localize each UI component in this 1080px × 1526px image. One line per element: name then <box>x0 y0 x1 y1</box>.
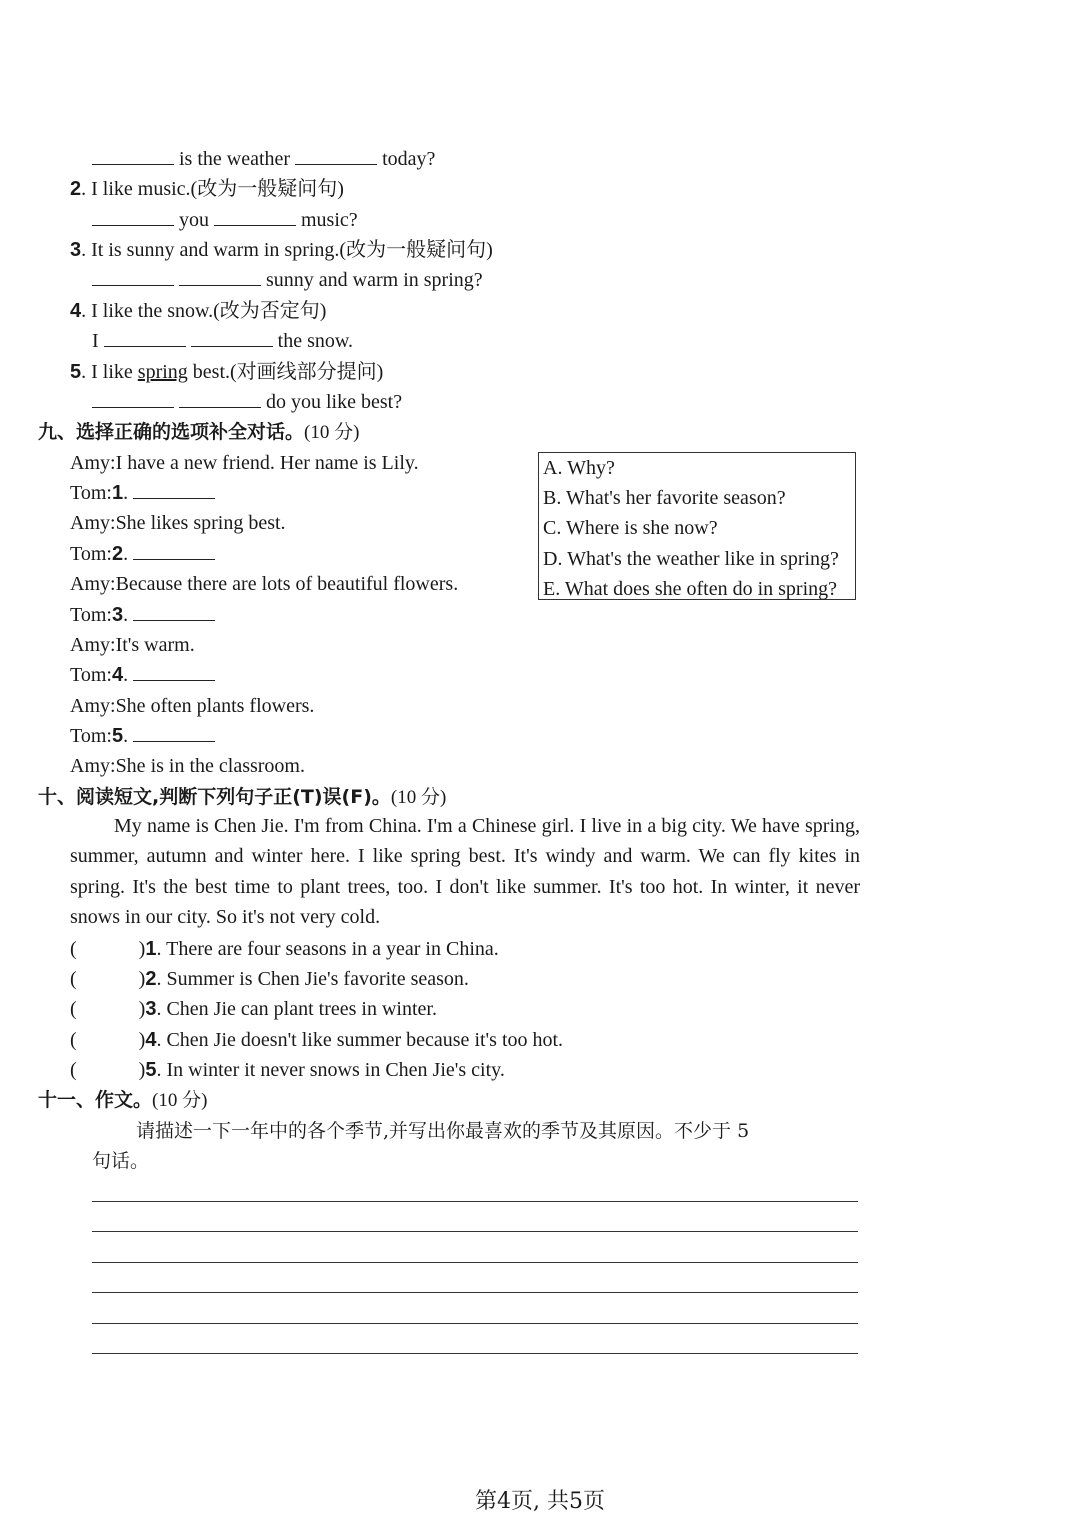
question-2: 2. I like music.(改为一般疑问句) <box>70 178 344 200</box>
writing-line[interactable] <box>92 1323 858 1324</box>
composition-prompt: 请描述一下一年中的各个季节,并写出你最喜欢的季节及其原因。不少于 5 <box>136 1120 750 1142</box>
option-c: C. Where is she now? <box>543 517 718 539</box>
reading-passage: My name is Chen Jie. I'm from China. I'm a Chinese girl. I live in a big city. We have spring, summer, autumn and winter here. I like spring best. It's windy and warm. We can fly kites in spring. It's the best time to plant trees, too. I don't like summer. It's too hot. In winter, it never snows in our city. So it's not very cold. <box>70 815 860 929</box>
q3-answer-line: sunny and warm in spring? <box>92 267 483 293</box>
underlined-word: spring <box>137 361 188 383</box>
answer-blank[interactable] <box>133 662 215 681</box>
q2-answer-line: you music? <box>92 207 358 233</box>
dialogue-line: Amy:She likes spring best. <box>70 512 286 534</box>
answer-blank[interactable] <box>191 328 273 347</box>
tf-item: ( )4. Chen Jie doesn't like summer because it's too hot. <box>70 1029 564 1051</box>
answer-blank[interactable] <box>179 389 261 408</box>
option-e: E. What does she often do in spring? <box>543 578 838 600</box>
answer-blank[interactable] <box>179 267 261 286</box>
answer-blank[interactable] <box>92 146 174 165</box>
dialogue-line: Tom:3. <box>70 602 215 628</box>
section-9-heading: 九、选择正确的选项补全对话。(10 分) <box>38 421 360 443</box>
answer-blank[interactable] <box>92 207 174 226</box>
dialogue-line: Amy:She is in the classroom. <box>70 755 305 777</box>
composition-prompt-cont: 句话。 <box>92 1150 150 1172</box>
question-3: 3. It is sunny and warm in spring.(改为一般疑问句) <box>70 239 493 261</box>
tf-item: ( )1. There are four seasons in a year in China. <box>70 938 499 960</box>
writing-line[interactable] <box>92 1353 858 1354</box>
answer-blank[interactable] <box>133 480 215 499</box>
answer-blank[interactable] <box>295 146 377 165</box>
q4-answer-line: I the snow. <box>92 330 354 352</box>
section-11-heading: 十一、作文。(10 分) <box>38 1089 208 1111</box>
tf-item: ( )2. Summer is Chen Jie's favorite season. <box>70 968 469 990</box>
question-5: 5. I like spring best.(对画线部分提问) <box>70 361 384 383</box>
dialogue-line: Amy:She often plants flowers. <box>70 695 315 717</box>
option-d: D. What's the weather like in spring? <box>543 548 839 570</box>
dialogue-line: Amy:It's warm. <box>70 634 195 656</box>
dialogue-line: Tom:1. <box>70 480 215 506</box>
answer-blank[interactable] <box>104 328 186 347</box>
dialogue-line: Tom:5. <box>70 723 215 749</box>
option-a: A. Why? <box>543 457 615 479</box>
dialogue-line: Amy:I have a new friend. Her name is Lily. <box>70 452 419 474</box>
options-box <box>538 452 856 600</box>
option-b: B. What's her favorite season? <box>543 487 786 509</box>
dialogue-line: Tom:4. <box>70 662 215 688</box>
tf-item: ( )3. Chen Jie can plant trees in winter. <box>70 998 437 1020</box>
question-4: 4. I like the snow.(改为否定句) <box>70 300 327 322</box>
answer-blank[interactable] <box>133 723 215 742</box>
q5-answer-line: do you like best? <box>92 389 402 415</box>
answer-blank[interactable] <box>133 602 215 621</box>
answer-blank[interactable] <box>92 267 174 286</box>
writing-line[interactable] <box>92 1292 858 1293</box>
answer-blank[interactable] <box>92 389 174 408</box>
writing-line[interactable] <box>92 1201 858 1202</box>
writing-line[interactable] <box>92 1231 858 1232</box>
section-10-heading: 十、阅读短文,判断下列句子正(T)误(F)。(10 分) <box>38 786 447 808</box>
writing-line[interactable] <box>92 1262 858 1263</box>
q1-answer-line: is the weather today? <box>92 146 435 172</box>
page-footer: 第4页, 共5页 <box>475 1489 605 1514</box>
answer-blank[interactable] <box>214 207 296 226</box>
dialogue-line: Tom:2. <box>70 541 215 567</box>
tf-item: ( )5. In winter it never snows in Chen Jie's city. <box>70 1059 505 1081</box>
dialogue-line: Amy:Because there are lots of beautiful flowers. <box>70 573 459 595</box>
answer-blank[interactable] <box>133 541 215 560</box>
